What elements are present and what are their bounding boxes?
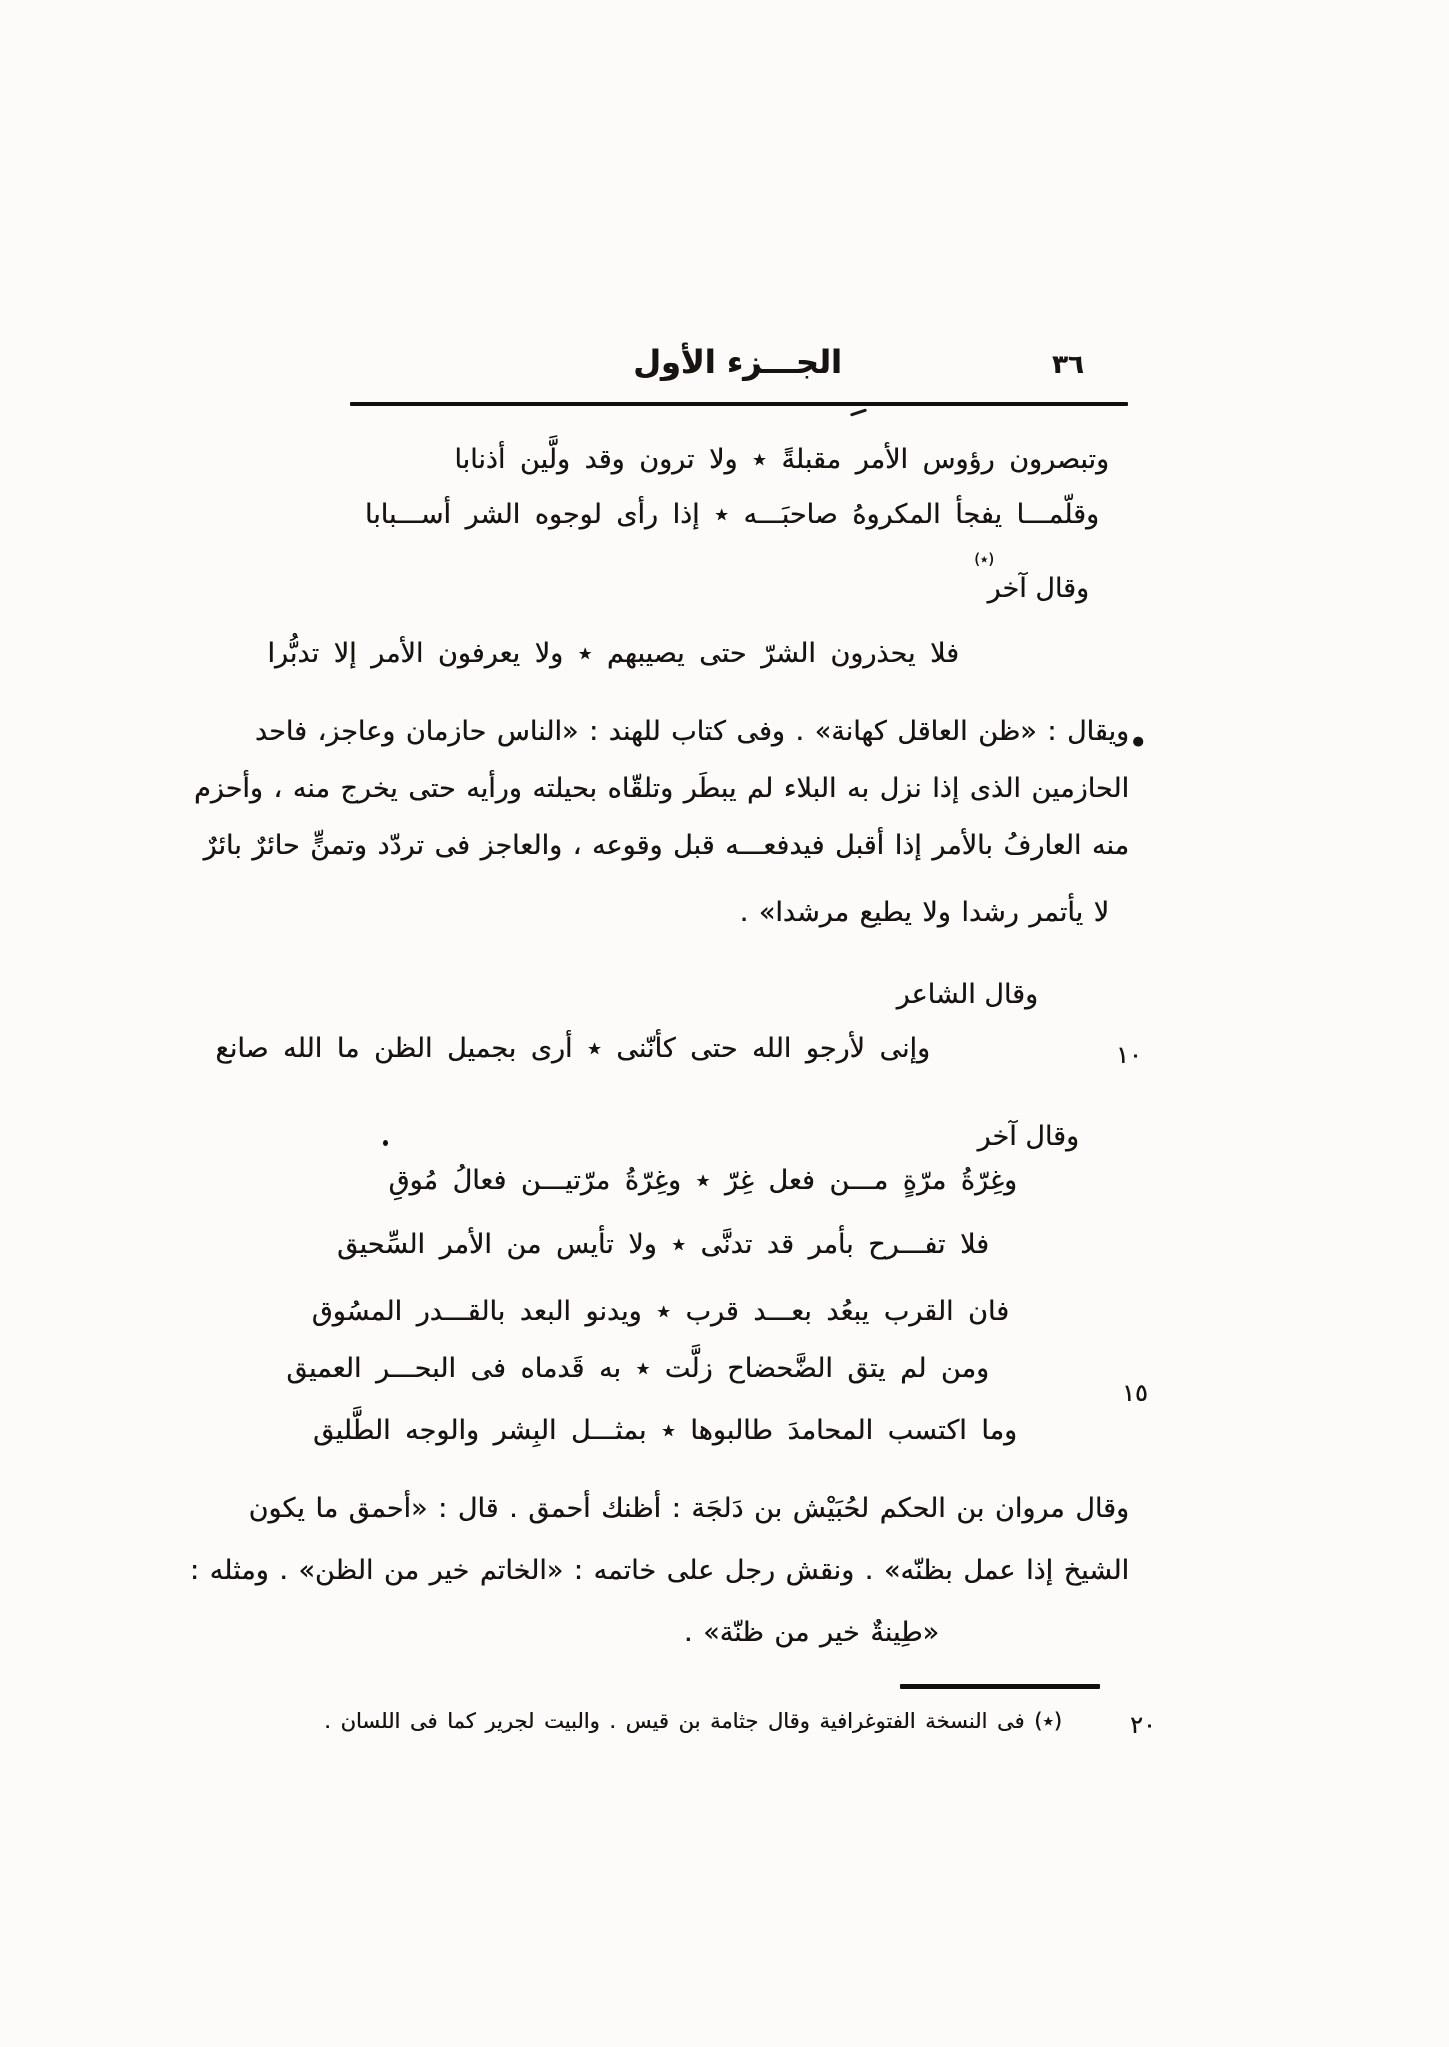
footnote-separator — [900, 1684, 1100, 1689]
verse-line: وما اكتسب المحامدَ طالبوها ٭ بمثـــل البِشر والوجه الطَّليق — [312, 1415, 1017, 1446]
prose-line: ويقال : «ظن العاقل كهانة» . وفى كتاب للهند : «الناس حازمان وعاجز، فاحد — [254, 716, 1129, 747]
footnote-reference-mark: (٭) — [974, 550, 994, 568]
verse-line: فلا تفـــرح بأمر قد تدنَّى ٭ ولا تأيس من الأمر السِّحيق — [337, 1229, 989, 1260]
prose-line: الحازمين الذى إذا نزل به البلاء لم يبطَر وتلقّاه بحيلته ورأيه حتى يخرج منه ، وأحزم — [194, 773, 1129, 804]
verse-line: وإنى لأرجو الله حتى كأنّنى ٭ أرى بجميل الظن ما الله صانع — [215, 1033, 930, 1064]
page-number: ٣٦ — [1052, 350, 1084, 380]
margin-line-number-5: • — [1128, 723, 1149, 763]
margin-line-number-10: ١٠ — [1116, 1041, 1142, 1069]
verse-line: فان القرب يبعُد بعـــد قرب ٭ ويدنو البعد بالقـــدر المسُوق — [311, 1296, 1009, 1327]
verse-line: ومن لم يتق الضَّحضاح زلَّت ٭ به قَدماه فى البحـــر العميق — [286, 1353, 989, 1384]
verse-line: وتبصرون رؤوس الأمر مقبلةً ٭ ولا ترون وقد ولَّين أذنابا — [454, 444, 1109, 475]
margin-line-number-20: ٢٠ — [1130, 1711, 1156, 1739]
prose-line: لا يأتمر رشدا ولا يطيع مرشدا» . — [739, 897, 1109, 928]
verse-line: فلا يحذرون الشرّ حتى يصيبهم ٭ ولا يعرفون الأمر إلا تدبُّرا — [267, 638, 959, 669]
speaker-heading: وقال الشاعر — [896, 979, 1038, 1010]
ink-speck — [850, 408, 867, 416]
speaker-heading: وقال آخر — [977, 1121, 1079, 1152]
prose-line: «طِينةٌ خير من ظنّة» . — [683, 1617, 939, 1648]
verse-line: وغِرّةُ مرّةٍ مـــن فعل غِرّ ٭ وغِرّةُ مرّتيـــن فعالُ مُوقِ — [388, 1165, 1017, 1196]
speaker-heading: وقال آخر — [987, 573, 1089, 604]
header-rule — [350, 402, 1128, 406]
prose-line: الشيخ إذا عمل بظنّه» . ونقش رجل على خاتمه : «الخاتم خير من الظن» . ومثله : — [189, 1555, 1129, 1586]
margin-line-number-15: ١٥ — [1122, 1379, 1148, 1407]
prose-line: وقال مروان بن الحكم لحُبَيْش بن دَلجَة : أظنك أحمق . قال : «أحمق ما يكون — [248, 1493, 1129, 1524]
ink-speck — [383, 1140, 388, 1146]
prose-line: منه العارفُ بالأمر إذا أقبل فيدفعـــه قبل وقوعه ، والعاجز فى تردّد وتمنٍّ حائرٌ بائرٌ — [203, 830, 1129, 861]
footnote-text: (٭) فى النسخة الفتوغرافية وقال جثامة بن قيس . والبيت لجرير كما فى اللسان . — [324, 1709, 1062, 1733]
section-title: الجـــزء الأول — [633, 343, 842, 381]
verse-line: وقلّمـــا يفجأ المكروهُ صاحبَـــه ٭ إذا رأى لوجوه الشر أســـبابا — [364, 499, 1099, 530]
